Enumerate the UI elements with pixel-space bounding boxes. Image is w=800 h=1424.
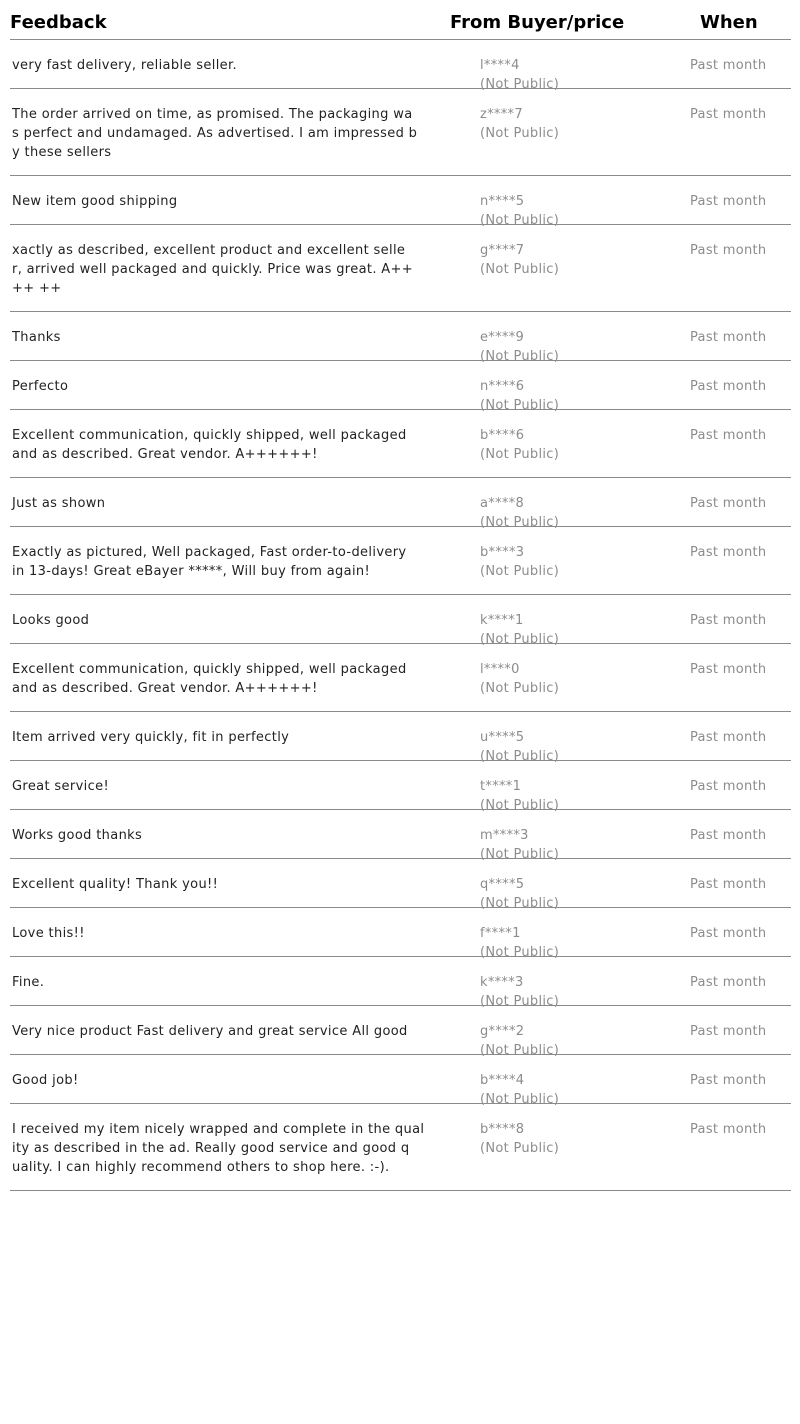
when-text: Past month xyxy=(690,1024,767,1039)
feedback-text: Great service! xyxy=(12,779,110,794)
buyer-name: n****6 xyxy=(480,379,525,394)
feedback-text: New item good shipping xyxy=(12,194,178,209)
buyer-visibility-note: (Not Public) xyxy=(480,847,560,862)
buyer-name: b****8 xyxy=(480,1122,525,1137)
feedback-text: xactly as described, excellent product and excellent selle r, arrived well packaged and quickly. Price was great. A++ ++ ++ xyxy=(12,243,414,296)
table-row xyxy=(10,957,791,1009)
table-row xyxy=(10,761,791,813)
buyer-visibility-note: (Not Public) xyxy=(480,896,560,911)
when-text: Past month xyxy=(690,926,767,941)
table-row xyxy=(10,40,791,92)
buyer-visibility-note: (Not Public) xyxy=(480,1141,560,1156)
table-row xyxy=(10,89,791,176)
buyer-cell xyxy=(480,105,559,143)
table-row xyxy=(10,527,791,595)
buyer-visibility-note: (Not Public) xyxy=(480,515,560,530)
table-row xyxy=(10,225,791,312)
buyer-name: b****6 xyxy=(480,428,525,443)
when-text: Past month xyxy=(690,496,767,511)
buyer-cell xyxy=(480,426,559,464)
buyer-visibility-note: (Not Public) xyxy=(480,398,560,413)
when-text: Past month xyxy=(690,1122,767,1137)
buyer-name: l****4 xyxy=(480,58,520,73)
table-row xyxy=(10,644,791,712)
buyer-visibility-note: (Not Public) xyxy=(480,681,560,696)
table-row xyxy=(10,176,791,228)
table-row xyxy=(10,361,791,413)
buyer-visibility-note: (Not Public) xyxy=(480,994,560,1009)
table-row xyxy=(10,908,791,960)
buyer-name: k****3 xyxy=(480,975,524,990)
feedback-text: Thanks xyxy=(12,330,61,345)
feedback-rows xyxy=(10,40,791,1191)
buyer-visibility-note: (Not Public) xyxy=(480,1043,560,1058)
buyer-cell xyxy=(480,543,559,581)
buyer-name: e****9 xyxy=(480,330,525,345)
buyer-visibility-note: (Not Public) xyxy=(480,798,560,813)
buyer-visibility-note: (Not Public) xyxy=(480,213,560,228)
buyer-visibility-note: (Not Public) xyxy=(480,632,560,647)
feedback-text: Perfecto xyxy=(12,379,69,394)
feedback-text: Excellent communication, quickly shipped, well packaged and as described. Great vendor. A++++++! xyxy=(12,428,407,462)
when-text: Past month xyxy=(690,877,767,892)
column-header-when: When xyxy=(700,12,758,33)
feedback-text: Good job! xyxy=(12,1073,79,1088)
buyer-visibility-note: (Not Public) xyxy=(480,945,560,960)
column-header-feedback: Feedback xyxy=(10,12,107,33)
table-row xyxy=(10,410,791,478)
table-row xyxy=(10,478,791,530)
feedback-text: Looks good xyxy=(12,613,90,628)
when-text: Past month xyxy=(690,730,767,745)
feedback-text: I received my item nicely wrapped and complete in the qual ity as described in the ad. Really good service and good q uality. I can highly recommend others to shop here. :-). xyxy=(12,1122,425,1175)
feedback-text: Excellent quality! Thank you!! xyxy=(12,877,219,892)
when-text: Past month xyxy=(690,428,767,443)
buyer-name: g****2 xyxy=(480,1024,525,1039)
buyer-name: b****3 xyxy=(480,545,525,560)
feedback-text: Love this!! xyxy=(12,926,85,941)
buyer-visibility-note: (Not Public) xyxy=(480,564,560,579)
buyer-name: k****1 xyxy=(480,613,524,628)
table-row xyxy=(10,1055,791,1107)
buyer-name: m****3 xyxy=(480,828,529,843)
buyer-name: a****8 xyxy=(480,496,525,511)
feedback-text: Excellent communication, quickly shipped, well packaged and as described. Great vendor. A++++++! xyxy=(12,662,407,696)
table-row xyxy=(10,312,791,364)
when-text: Past month xyxy=(690,975,767,990)
buyer-name: u****5 xyxy=(480,730,525,745)
when-text: Past month xyxy=(690,613,767,628)
table-row xyxy=(10,810,791,862)
when-text: Past month xyxy=(690,194,767,209)
buyer-name: g****7 xyxy=(480,243,525,258)
buyer-visibility-note: (Not Public) xyxy=(480,1092,560,1107)
when-text: Past month xyxy=(690,107,767,122)
buyer-cell xyxy=(480,1120,559,1158)
table-row xyxy=(10,1006,791,1058)
table-row xyxy=(10,712,791,764)
when-text: Past month xyxy=(690,330,767,345)
buyer-visibility-note: (Not Public) xyxy=(480,349,560,364)
buyer-cell xyxy=(480,241,559,279)
feedback-text: Fine. xyxy=(12,975,45,990)
when-text: Past month xyxy=(690,545,767,560)
table-header xyxy=(10,0,791,40)
buyer-visibility-note: (Not Public) xyxy=(480,447,560,462)
buyer-name: b****4 xyxy=(480,1073,525,1088)
feedback-text: Exactly as pictured, Well packaged, Fast order-to-delivery in 13-days! Great eBayer *****, Will buy from again! xyxy=(12,545,407,579)
when-text: Past month xyxy=(690,662,767,677)
buyer-visibility-note: (Not Public) xyxy=(480,126,560,141)
table-row xyxy=(10,1104,791,1191)
when-text: Past month xyxy=(690,243,767,258)
buyer-name: n****5 xyxy=(480,194,525,209)
when-text: Past month xyxy=(690,828,767,843)
buyer-name: l****0 xyxy=(480,662,520,677)
table-row xyxy=(10,859,791,911)
buyer-name: q****5 xyxy=(480,877,525,892)
buyer-name: f****1 xyxy=(480,926,521,941)
feedback-text: Works good thanks xyxy=(12,828,143,843)
feedback-text: Very nice product Fast delivery and great service All good xyxy=(12,1024,408,1039)
feedback-text: The order arrived on time, as promised. The packaging wa s perfect and undamaged. As advertised. I am impressed b y these sellers xyxy=(12,107,418,160)
buyer-visibility-note: (Not Public) xyxy=(480,262,560,277)
when-text: Past month xyxy=(690,379,767,394)
buyer-name: t****1 xyxy=(480,779,522,794)
buyer-cell xyxy=(480,660,559,698)
feedback-table xyxy=(10,0,791,1191)
feedback-text: very fast delivery, reliable seller. xyxy=(12,58,237,73)
table-row xyxy=(10,595,791,647)
when-text: Past month xyxy=(690,1073,767,1088)
column-header-buyer-price: From Buyer/price xyxy=(450,12,625,33)
when-text: Past month xyxy=(690,58,767,73)
feedback-text: Item arrived very quickly, fit in perfectly xyxy=(12,730,290,745)
buyer-visibility-note: (Not Public) xyxy=(480,77,560,92)
when-text: Past month xyxy=(690,779,767,794)
feedback-text: Just as shown xyxy=(12,496,106,511)
buyer-name: z****7 xyxy=(480,107,523,122)
buyer-visibility-note: (Not Public) xyxy=(480,749,560,764)
